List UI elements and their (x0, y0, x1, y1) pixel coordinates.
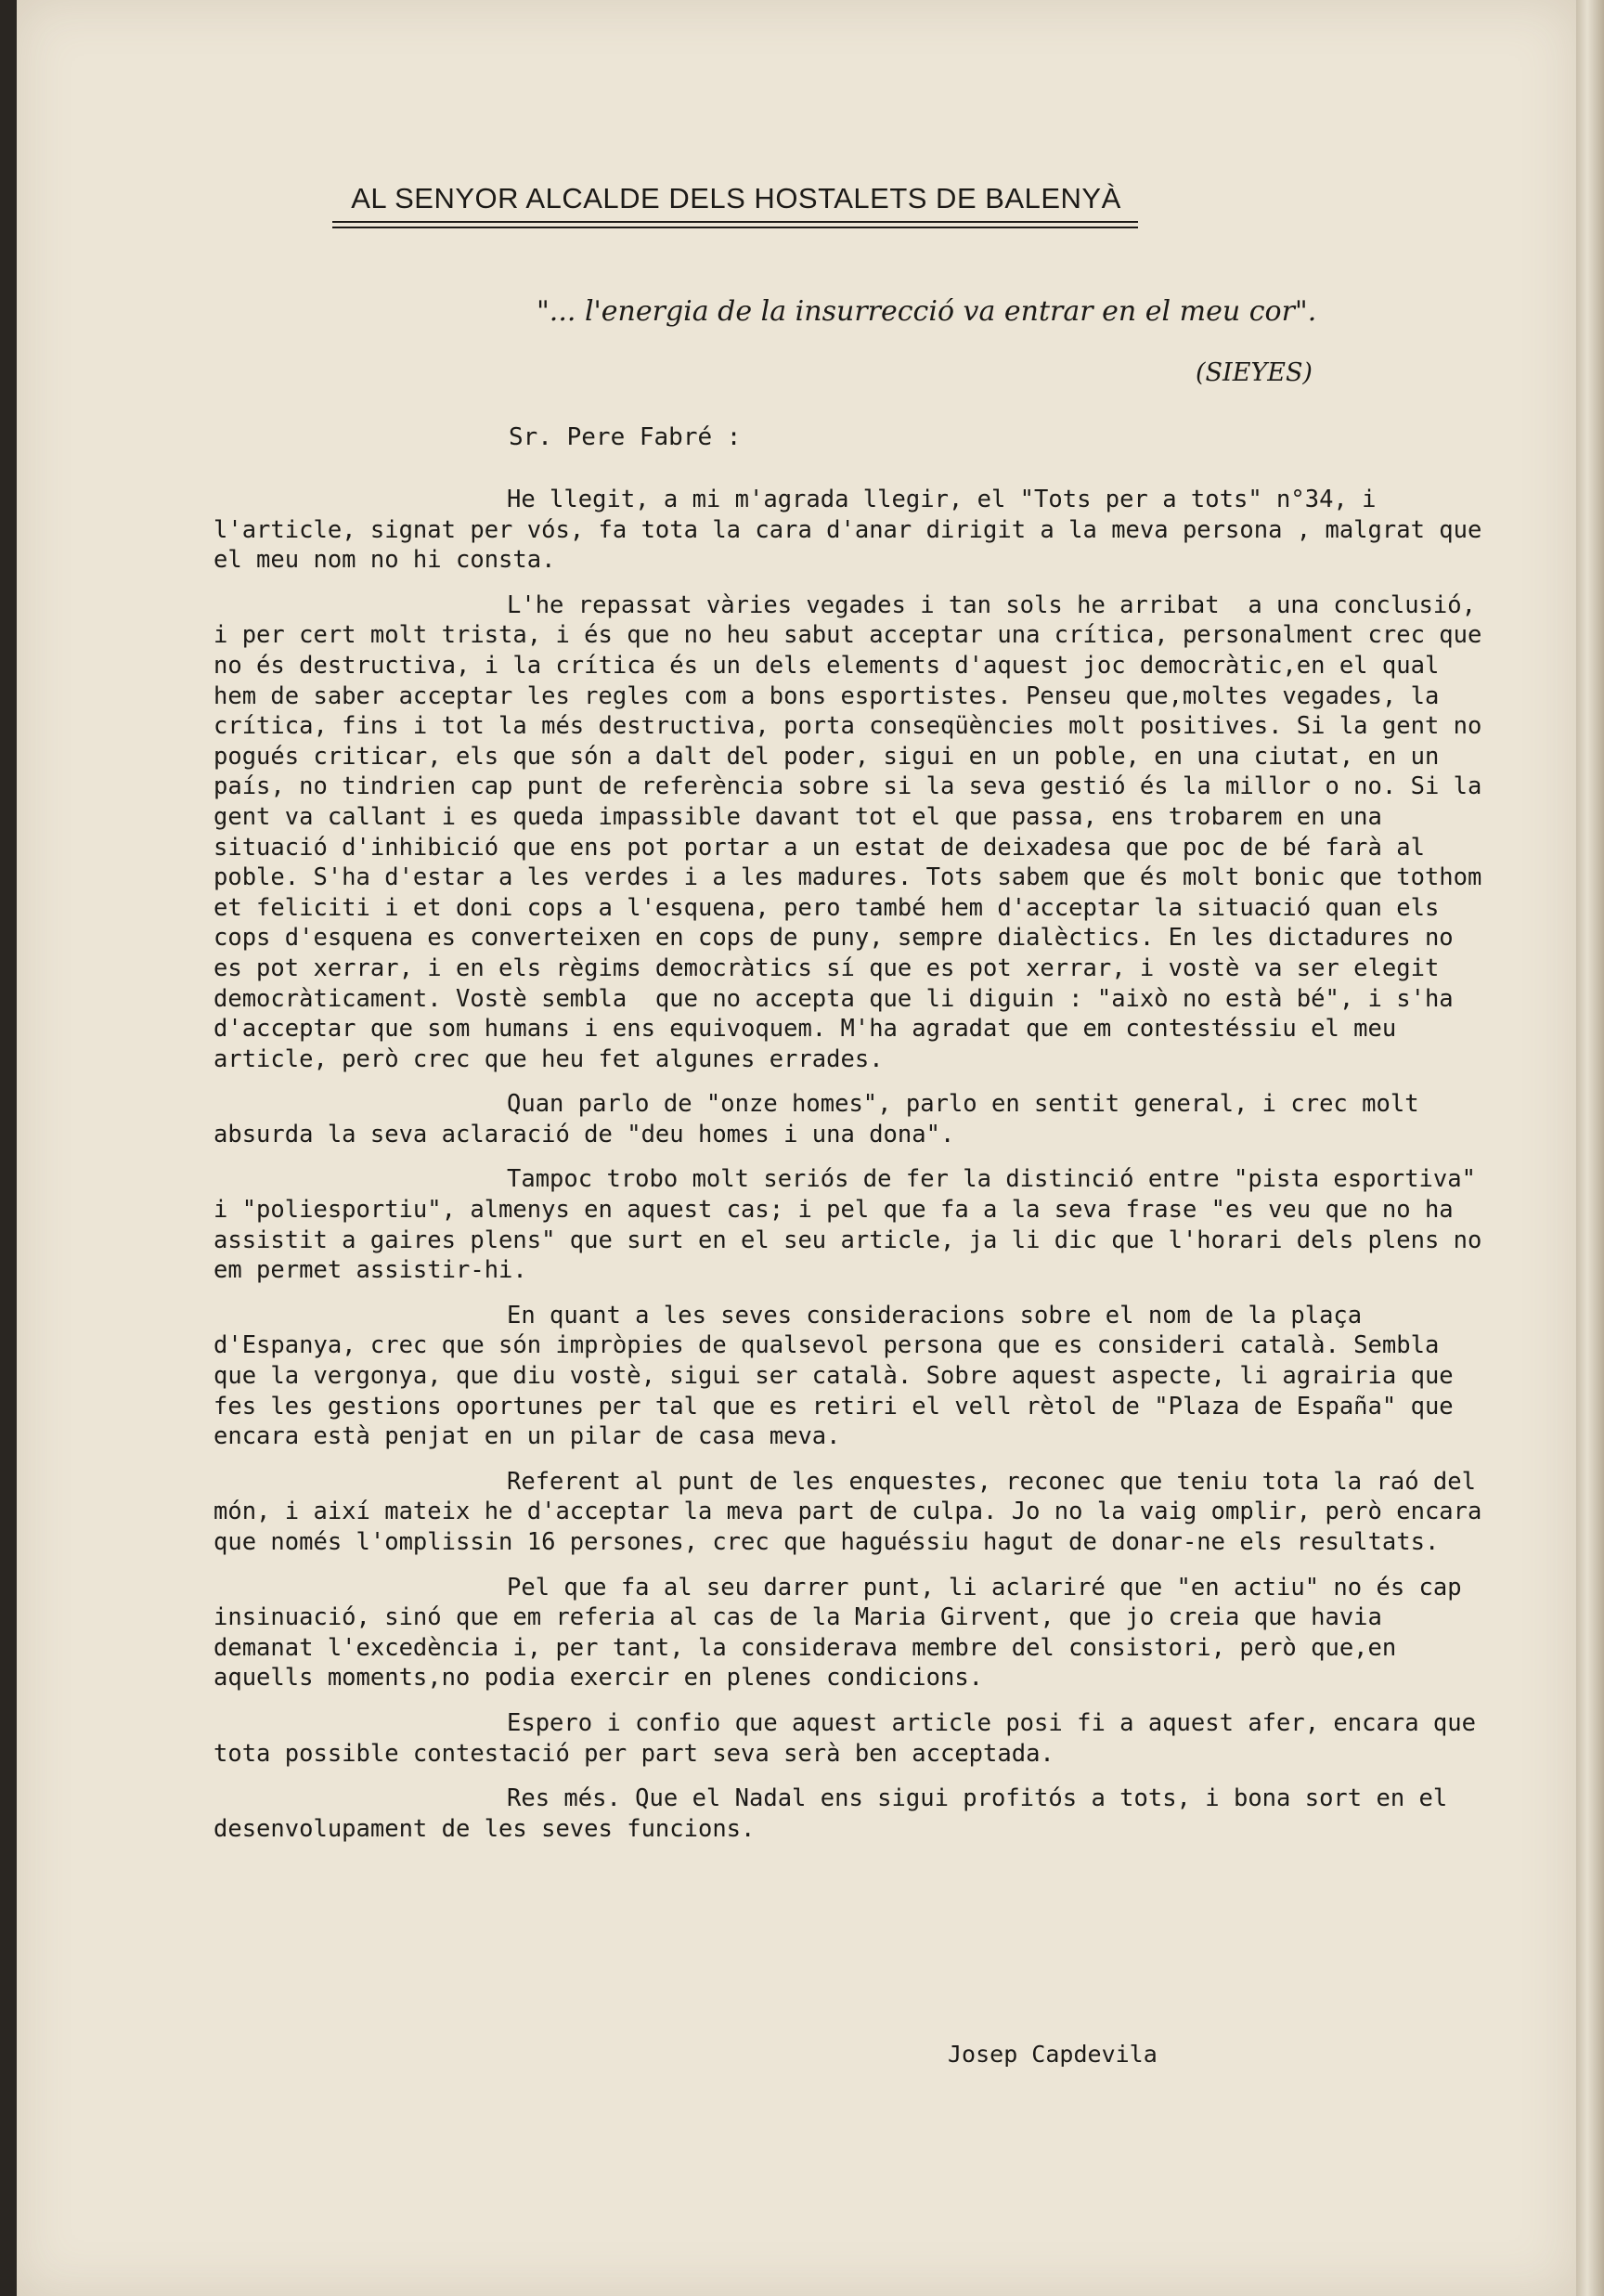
epigraph-author: (SIEYES) (1196, 358, 1313, 387)
adjacent-page-edge (1576, 0, 1604, 2296)
letter-heading: AL SENYOR ALCALDE DELS HOSTALETS DE BALENYÀ (351, 182, 1121, 214)
paragraph: He llegit, a mi m'agrada llegir, el "Tots per a tots" n°34, i l'article, signat per vós, fa tota la cara d'anar dirigit a la meva persona , malgrat que el meu nom no hi consta. (213, 486, 1496, 575)
salutation: Sr. Pere Fabré : (509, 423, 742, 451)
signature: Josep Capdevila (948, 2041, 1158, 2068)
paragraph: Quan parlo de "onze homes", parlo en sentit general, i crec molt absurda la seva aclaració de "deu homes i una dona". (213, 1090, 1433, 1148)
paragraph: Referent al punt de les enquestes, reconec que teniu tota la raó del món, i així mateix he d'acceptar la meva part de culpa. Jo no la vaig omplir, però encara que només l'omplissin 16 persones, crec que haguéssiu hagut de donar-ne els resultats. (213, 1467, 1496, 1556)
letter-body (213, 485, 1496, 1859)
document-page (17, 0, 1576, 2296)
letter-content (17, 0, 1576, 2296)
heading-underline-double (332, 227, 1138, 228)
heading-underline (332, 221, 1138, 223)
paragraph: En quant a les seves consideracions sobre el nom de la plaça d'Espanya, crec que són impròpies de qualsevol persona que es consideri català. Sembla que la vergonya, que diu vostè, sigui ser català. Sobre aquest aspecte, li agrairia que fes les gestions oportunes per tal que es retiri el vell rètol de "Plaza de España" que encara està penjat en un pilar de casa meva. (213, 1301, 1468, 1451)
paragraph: Pel que fa al seu darrer punt, li aclariré que "en actiu" no és cap insinuació, sinó que em referia al cas de la Maria Girvent, que jo creia que havia demanat l'excedència i, per tant, la considerava membre del consistori, però que,en aquells moments,no podia exercir en plenes condicions. (213, 1573, 1476, 1693)
paragraph: Res més. Que el Nadal ens sigui profitós a tots, i bona sort en el desenvolupament de les seves funcions. (213, 1784, 1462, 1843)
paragraph: L'he repassat vàries vegades i tan sols he arribat a una conclusió, i per cert molt trista, i és que no heu sabut acceptar una crítica, personalment crec que no és destructiva, i la crítica és un dels elements d'aquest joc democràtic,en el qual hem de saber acceptar les regles com a bons esportistes. Penseu que,moltes vegades, la crítica, fins i tot la més destructiva, porta conseqüències molt positives. Si la gent no pogués criticar, els que són a dalt del poder, sigui en un poble, en una ciutat, en un país, no tindrien cap punt de referència sobre si la seva gestió és la millor o no. Si la gent va callant i es queda impassible davant tot el que passa, ens trobarem en una situació d'inhibició que ens pot portar a un estat de deixadesa que poc de bé farà al poble. S'ha d'estar a les verdes i a les madures. Tots sabem que és molt bonic que tothom et feliciti i et doni cops a l'esquena, pero també hem d'acceptar la situació quan els cops d'esquena es converteixen en cops de puny, sempre dialèctics. En les dictadures no es pot xerrar, i en els règims democràtics sí que es pot xerrar, i vostè va ser elegit democràticament. Vostè sembla que no accepta que li diguin : "això no està bé", i s'ha d'acceptar que som humans i ens equivoquem. M'ha agradat que em contestéssiu el meu article, però crec que heu fet algunes errades. (213, 590, 1496, 1073)
epigraph-quote: "... l'energia de la insurrecció va entrar en el meu cor". (537, 295, 1317, 328)
paragraph: Espero i confio que aquest article posi fi a aquest afer, encara que tota possible contestació per part seva serà ben acceptada. (213, 1708, 1491, 1768)
paragraph: Tampoc trobo molt seriós de fer la distinció entre "pista esportiva" i "poliesportiu", almenys en aquest cas; i pel que fa a la seva frase "es veu que no ha assistit a gaires plens" que surt en el seu article, ja li dic que l'horari dels plens no em permet assistir-hi. (213, 1165, 1496, 1285)
